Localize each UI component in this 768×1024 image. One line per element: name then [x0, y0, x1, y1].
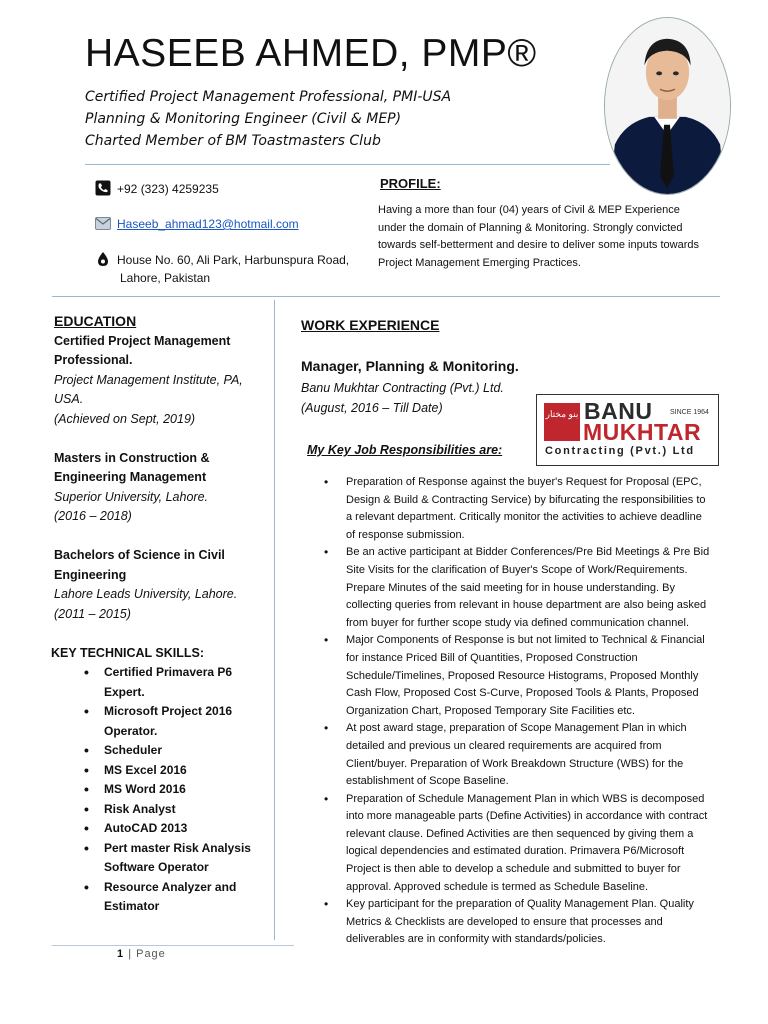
page-label: | Page: [128, 948, 166, 960]
headline-list: [85, 86, 451, 152]
job-period: (August, 2016 – Till Date): [301, 400, 443, 415]
skill-item: • Microsoft Project 2016 Operator.: [84, 702, 269, 741]
address-line-1: House No. 60, Ali Park, Harbunspura Road,: [117, 253, 350, 267]
profile-heading: PROFILE:: [380, 176, 441, 191]
education-entry: [54, 449, 269, 527]
logo-word-mukhtar: MUKHTAR: [583, 419, 702, 445]
education-period: (2011 – 2015): [54, 606, 131, 621]
skill-item: • Risk Analyst: [84, 800, 269, 820]
logo-word-banu: BANU: [584, 398, 653, 424]
education-degree: Certified Project Management Professional.: [54, 333, 231, 367]
responsibility-item: • Key participant for the preparation of Quality Management Plan. Quality Metrics & Checklists are developed to ensure that processes and deliverables are in conformity with standards/policies.: [322, 896, 712, 949]
logo-since: SINCE 1964: [670, 409, 709, 416]
skill-item: • Resource Analyzer and Estimator: [84, 878, 269, 917]
education-period: (2016 – 2018): [54, 509, 132, 523]
responsibility-item: • Preparation of Response against the buyer's Request for Proposal (EPC, Design & Build & Contracting Service) by bifurcating the responsibilities to a relevant department. Critically monitor the activities to achieve deadline of response submission.: [322, 474, 712, 544]
education-heading: EDUCATION: [54, 313, 137, 329]
column-divider: [274, 300, 275, 940]
responsibilities-heading: My Key Job Responsibilities are:: [307, 443, 503, 457]
address-line-2: Lahore, Pakistan: [120, 271, 211, 285]
education-institution: Project Management Institute, PA, USA.: [54, 372, 243, 406]
skills-list: [84, 663, 269, 917]
skills-heading: KEY TECHNICAL SKILLS:: [51, 645, 205, 660]
skill-item: • MS Excel 2016: [84, 761, 269, 781]
headline-role: Planning & Monitoring Engineer (Civil & MEP): [85, 111, 402, 127]
profile-summary: Having a more than four (04) years of Civil & MEP Experience under the domain of Planning & Monitoring. Strongly convicted towards self-betterment and desire to deliver some inputs towards Project Management Emerging Practices.: [378, 204, 699, 269]
email-link[interactable]: Haseeb_ahmad123@hotmail.com: [117, 217, 299, 231]
headline-membership: Charted Member of BM Toastmasters Club: [85, 133, 381, 149]
address-text: [117, 251, 349, 287]
education-degree: Masters in Construction & Engineering Management: [54, 450, 210, 484]
contact-email: [95, 215, 299, 233]
education-period: (Achieved on Sept, 2019): [54, 411, 196, 426]
job-details: [301, 379, 504, 418]
section-divider: [52, 296, 720, 297]
skill-item: • MS Word 2016: [84, 780, 269, 800]
job-title: Manager, Planning & Monitoring.: [301, 358, 519, 374]
responsibility-item: • Preparation of Schedule Management Plan in which WBS is decomposed into more manageable parts (Define Activities) in accordance with contract relevant clause. Defined Activities are then sequenced by giving them a logical dependencies and estimated duration. Primavera P6/Microsoft Project is then able to develop a schedule and submitted to buyer for approval. Approved schedule is termed as Schedule Baseline.: [322, 791, 712, 897]
logo-tagline: Contracting (Pvt.) Ltd: [545, 445, 695, 457]
headline-certification: Certified Project Management Professional, PMI-USA: [85, 89, 452, 105]
work-experience-heading: WORK EXPERIENCE: [301, 317, 440, 333]
candidate-name: HASEEB AHMED, PMP®: [85, 32, 537, 75]
education-degree: Bachelors of Science in Civil Engineering: [54, 548, 225, 582]
skill-item: • Pert master Risk Analysis Software Operator: [84, 839, 269, 878]
education-entry: [54, 332, 269, 430]
education-entry: [54, 546, 269, 624]
page-footer: [117, 948, 166, 960]
responsibility-item: • Be an active participant at Bidder Conferences/Pre Bid Meetings & Pre Bid Site Visits for the clarification of Buyer's Scope of Work/Requirements. Prepare Minutes of the said meeting for in house understanding. By collecting queries from relevant in house department are also being asked from buyer for further scope study via defined communication channel.: [322, 544, 712, 632]
skill-item: • Certified Primavera P6 Expert.: [84, 663, 269, 702]
logo-mark: بنو مختار: [544, 403, 580, 441]
job-company: Banu Mukhtar Contracting (Pvt.) Ltd.: [301, 381, 504, 395]
footer-divider: [52, 945, 294, 946]
skill-item: • Scheduler: [84, 741, 269, 761]
profile-photo-illustration: [605, 18, 730, 194]
contact-address: [95, 251, 349, 287]
contact-phone: [95, 180, 219, 198]
page-number: 1: [117, 948, 125, 960]
responsibility-item: • At post award stage, preparation of Scope Management Plan in which detailed and previous un cleared requirements are acquired from Client/buyer. Preparation of Work Breakdown Structure (WBS) for the establishment of Scope Baseline.: [322, 720, 712, 790]
profile-photo: [604, 17, 731, 195]
company-logo: [536, 394, 719, 466]
email-icon: [95, 215, 111, 231]
skill-item: • AutoCAD 2013: [84, 819, 269, 839]
education-institution: Lahore Leads University, Lahore.: [54, 587, 238, 601]
header-divider: [85, 164, 610, 165]
location-icon: [95, 251, 111, 267]
phone-icon: [95, 180, 111, 196]
left-column: [51, 312, 269, 917]
phone-number: +92 (323) 4259235: [117, 182, 219, 196]
responsibilities-list: [322, 474, 712, 949]
education-institution: Superior University, Lahore.: [54, 489, 209, 504]
responsibility-item: • Major Components of Response is but not limited to Technical & Financial for instance Priced Bill of Quantities, Proposed Construction Schedule/Timelines, Proposed Resource Histograms, Proposed Monthly Cash Flow, Proposed Cost S-Curve, Proposed Tools & Plants, Proposed Organization Chart, Proposed Temporary Site Facilities etc.: [322, 632, 712, 720]
